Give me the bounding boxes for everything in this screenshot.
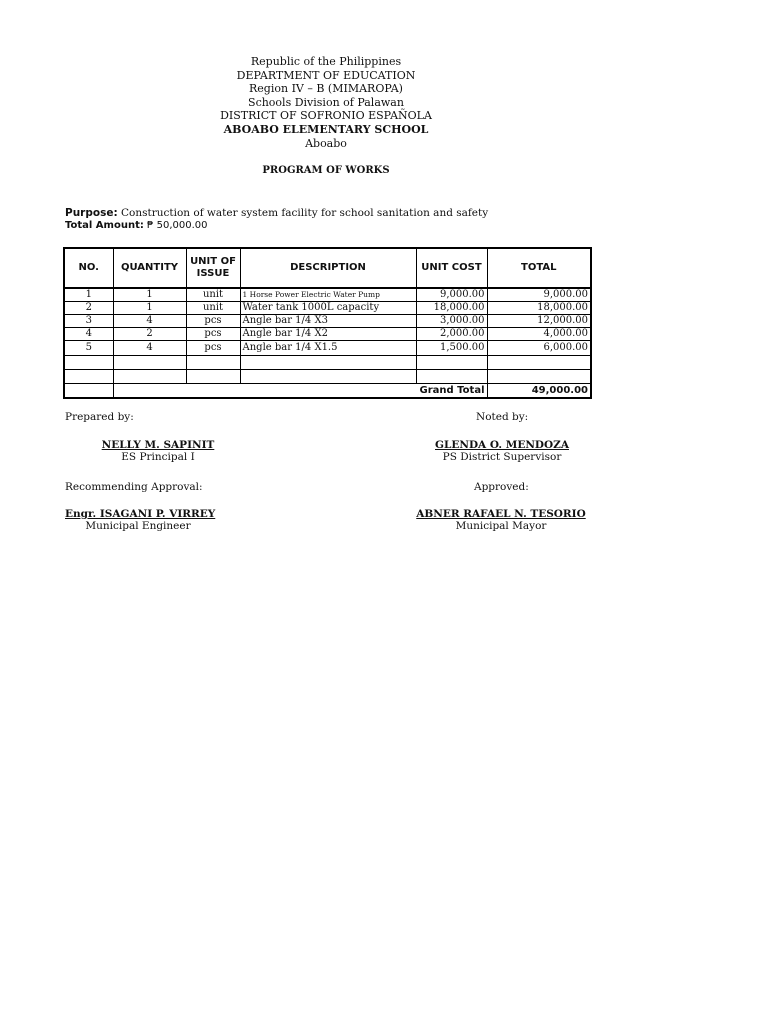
cell-no: 2	[64, 302, 113, 315]
recommending-name: Engr. ISAGANI P. VIRREY	[65, 508, 216, 520]
col-header-unit: UNIT OF ISSUE	[186, 248, 240, 288]
purpose-label: Purpose:	[65, 207, 118, 219]
cell-desc: Angle bar 1/4 X1.5	[240, 341, 416, 356]
empty-cell	[64, 384, 113, 399]
document-header	[0, 55, 652, 150]
table-row	[64, 288, 591, 302]
table-row	[64, 315, 591, 328]
empty-cell	[186, 356, 240, 370]
cell-unit: pcs	[186, 328, 240, 341]
header-region: Region IV – B (MIMAROPA)	[249, 82, 403, 96]
noted-by-title: PS District Supervisor	[442, 451, 562, 463]
cell-cost: 9,000.00	[416, 288, 487, 302]
noted-by-name: GLENDA O. MENDOZA	[435, 439, 569, 451]
cell-no: 5	[64, 341, 113, 356]
header-district: DISTRICT OF SOFRONIO ESPAÑOLA	[220, 109, 432, 123]
total-amount-value: ₱ 50,000.00	[147, 220, 208, 231]
header-school: ABOABO ELEMENTARY SCHOOL	[223, 122, 429, 136]
prepared-by-name: NELLY M. SAPINIT	[101, 439, 215, 451]
cell-qty: 1	[113, 302, 186, 315]
cell-unit: unit	[186, 288, 240, 302]
cell-total: 6,000.00	[487, 341, 591, 356]
cell-desc: Angle bar 1/4 X2	[240, 328, 416, 341]
cell-qty: 4	[113, 341, 186, 356]
prepared-by-title: ES Principal I	[121, 451, 195, 463]
cell-unit: pcs	[186, 341, 240, 356]
approved-title: Municipal Mayor	[455, 520, 547, 532]
noted-by-signatory	[402, 439, 602, 463]
cell-qty: 2	[113, 328, 186, 341]
total-amount-line	[65, 220, 207, 231]
header-division: Schools Division of Palawan	[248, 95, 404, 109]
grand-total-value: 49,000.00	[487, 384, 591, 399]
header-republic: Republic of the Philippines	[250, 55, 402, 68]
cell-total: 4,000.00	[487, 328, 591, 341]
purpose-line	[65, 207, 488, 219]
empty-cell	[186, 370, 240, 384]
cell-desc: Water tank 1000L capacity	[240, 302, 416, 315]
empty-cell	[64, 370, 113, 384]
header-place: Aboabo	[305, 136, 347, 150]
purpose-text: Construction of water system facility for school sanitation and safety	[121, 207, 489, 219]
empty-cell	[416, 370, 487, 384]
empty-cell	[113, 370, 186, 384]
empty-cell	[64, 356, 113, 370]
empty-row	[64, 356, 591, 370]
document-title: PROGRAM OF WORKS	[262, 165, 390, 176]
cell-no: 3	[64, 315, 113, 328]
recommending-signatory	[65, 508, 216, 532]
cell-unit: unit	[186, 302, 240, 315]
cell-cost: 3,000.00	[416, 315, 487, 328]
header-department: DEPARTMENT OF EDUCATION	[236, 68, 416, 82]
grand-total-row	[64, 384, 591, 399]
total-amount-label: Total Amount:	[65, 220, 144, 231]
col-header-no: NO.	[64, 248, 113, 288]
cell-qty: 1	[113, 288, 186, 302]
empty-cell	[240, 356, 416, 370]
recommending-approval-label: Recommending Approval:	[65, 481, 203, 493]
cell-total: 12,000.00	[487, 315, 591, 328]
table-row	[64, 328, 591, 341]
table-header-row	[64, 248, 591, 288]
table-row	[64, 341, 591, 356]
program-of-works-table	[63, 247, 592, 399]
cell-total: 18,000.00	[487, 302, 591, 315]
col-header-total: TOTAL	[487, 248, 591, 288]
empty-cell	[487, 356, 591, 370]
noted-by-label: Noted by:	[476, 411, 529, 423]
approved-signatory	[401, 508, 601, 532]
recommending-title: Municipal Engineer	[85, 520, 191, 532]
empty-row	[64, 370, 591, 384]
cell-desc: Angle bar 1/4 X3	[240, 315, 416, 328]
cell-cost: 1,500.00	[416, 341, 487, 356]
cell-total: 9,000.00	[487, 288, 591, 302]
cell-no: 4	[64, 328, 113, 341]
cell-cost: 18,000.00	[416, 302, 487, 315]
cell-cost: 2,000.00	[416, 328, 487, 341]
cell-desc: 1 Horse Power Electric Water Pump	[240, 288, 416, 302]
col-header-quantity: QUANTITY	[113, 248, 186, 288]
approved-name: ABNER RAFAEL N. TESORIO	[416, 508, 586, 520]
approved-label: Approved:	[474, 481, 529, 493]
empty-cell	[240, 370, 416, 384]
prepared-by-signatory	[58, 439, 258, 463]
cell-no: 1	[64, 288, 113, 302]
prepared-by-label: Prepared by:	[65, 411, 134, 423]
cell-qty: 4	[113, 315, 186, 328]
empty-cell	[416, 356, 487, 370]
cell-unit: pcs	[186, 315, 240, 328]
table-row	[64, 302, 591, 315]
col-header-description: DESCRIPTION	[240, 248, 416, 288]
col-header-unit-cost: UNIT COST	[416, 248, 487, 288]
empty-cell	[113, 356, 186, 370]
grand-total-label: Grand Total	[113, 384, 487, 399]
empty-cell	[487, 370, 591, 384]
